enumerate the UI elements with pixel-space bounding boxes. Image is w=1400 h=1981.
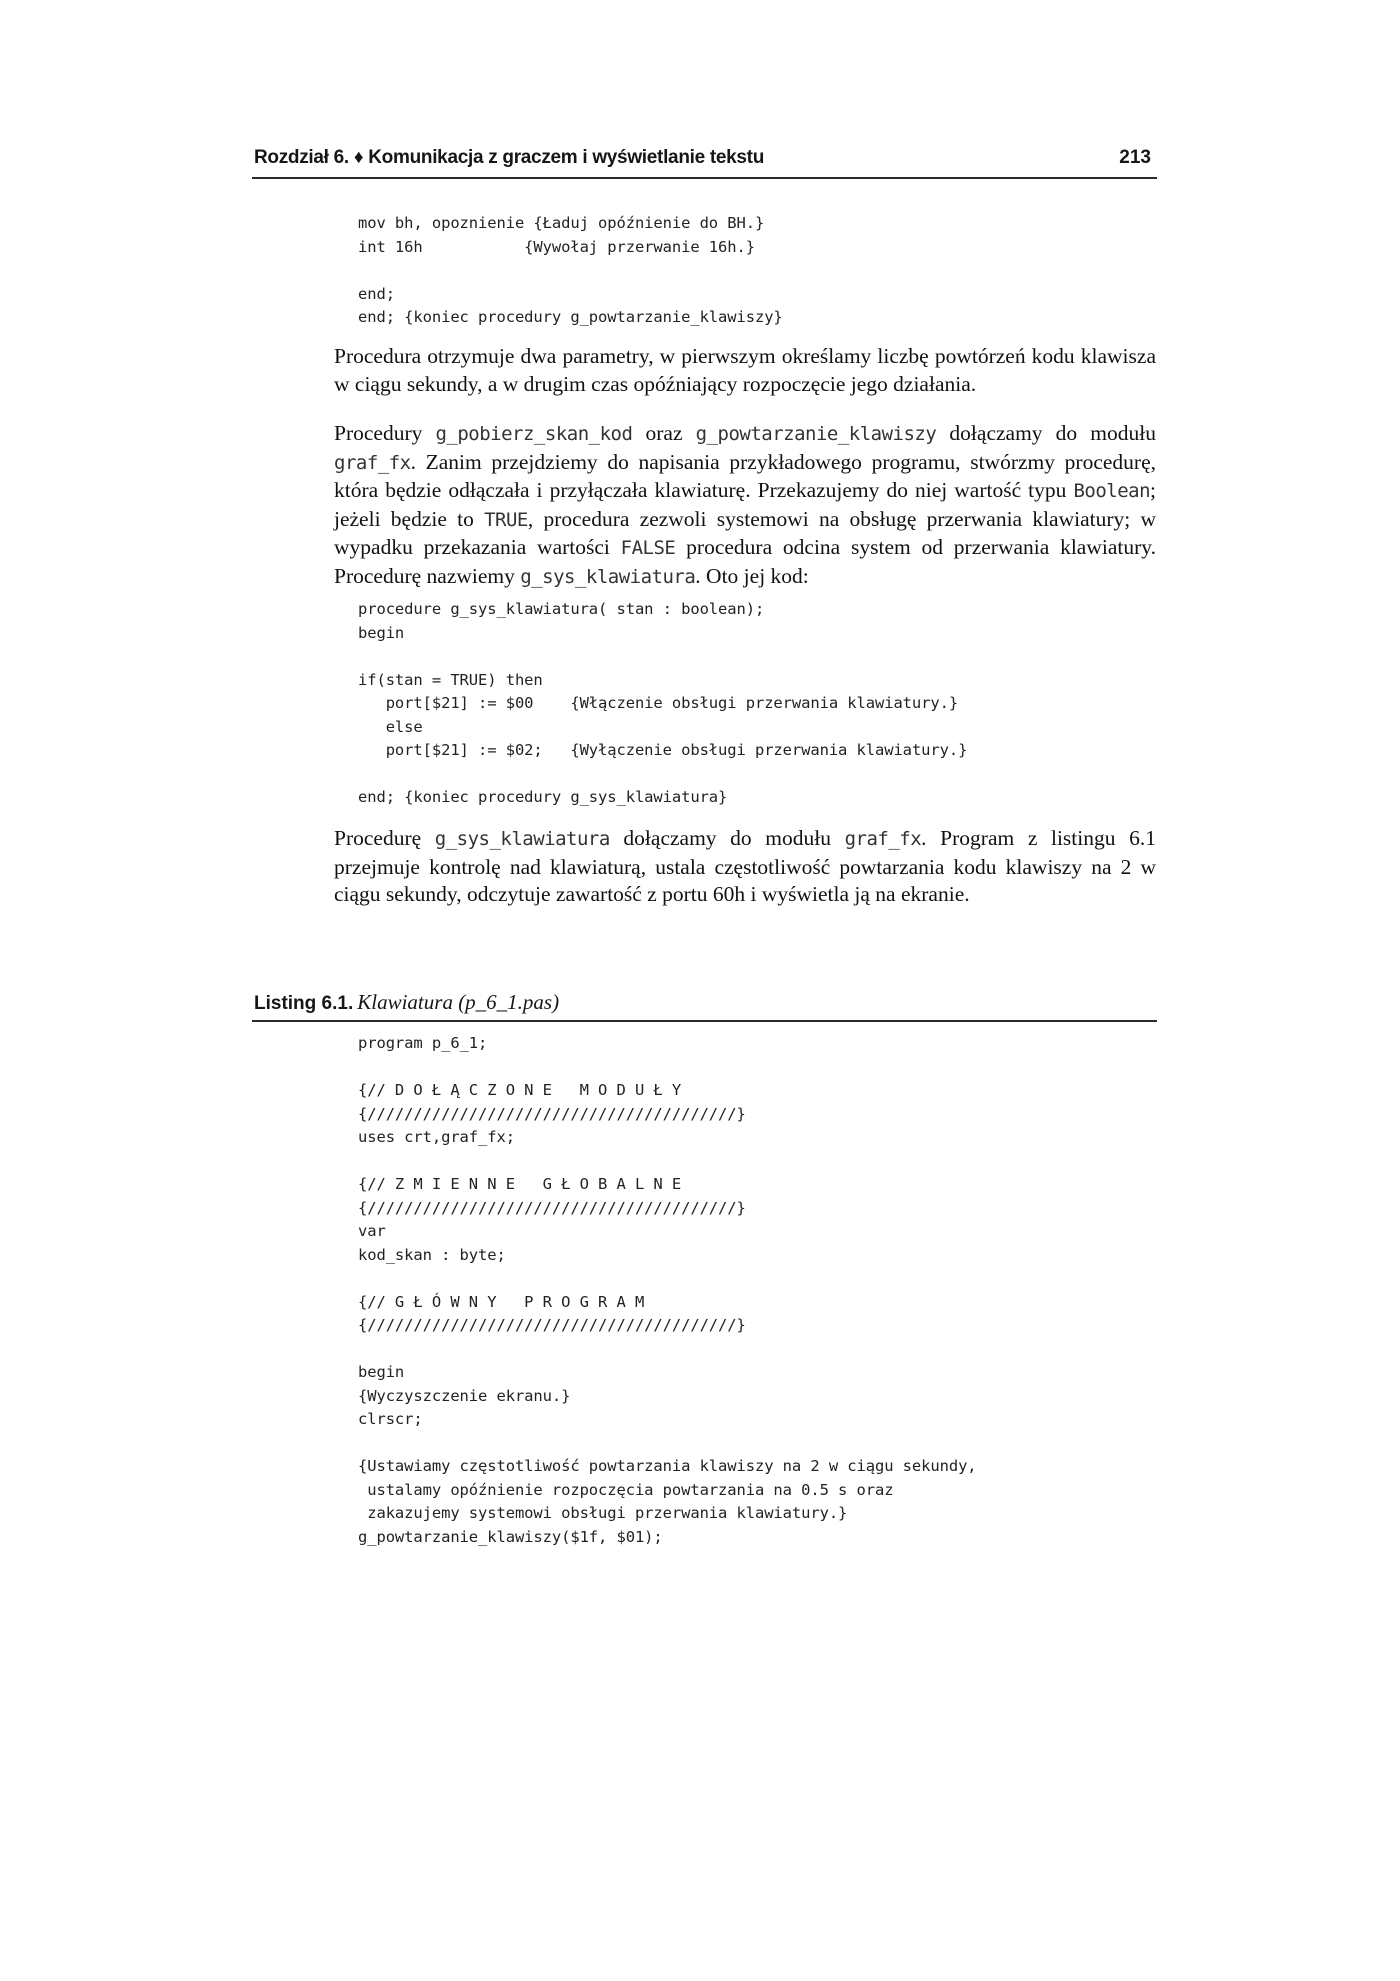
code-line: var (358, 1222, 386, 1240)
inline-code: graf_fx (844, 828, 922, 850)
code-line: {////////////////////////////////////////} (358, 1198, 746, 1217)
text-run: . Program z listingu 6.1 przejmuje kontrolę nad klawiaturą, ustala częstotliwość powtarzania kodu klawiszy na 2 w ciągu sekundy, odczytuje zawartość z portu 60h i wyświetla ją na ekranie. (334, 826, 1156, 906)
code-line: {Ustawiamy częstotliwość powtarzania klawiszy na 2 w ciągu sekundy, (358, 1457, 977, 1475)
text-run: oraz (632, 421, 696, 445)
code-line: {Wyczyszczenie ekranu.} (358, 1386, 571, 1405)
listing-header (252, 990, 1157, 1022)
code-line: int 16h {Wywołaj przerwanie 16h.} (358, 237, 755, 256)
text-run: dołączamy do modułu (609, 826, 845, 850)
text-run: Procedurę (334, 826, 435, 850)
code-line: port[$21] := $02; {Wyłączenie obsługi przerwania klawiatury.} (358, 741, 968, 759)
text-run: procedura odcina system od przerwania klawiatury. Procedurę nazwiemy (334, 535, 1157, 588)
code-line: {// D O Ł Ą C Z O N E M O D U Ł Y (358, 1081, 682, 1099)
inline-code: g_sys_klawiatura (520, 565, 696, 588)
inline-code: g_pobierz_skan_kod (435, 423, 633, 445)
text-run: , procedura zezwoli systemowi na obsługę przerwania klawiatury; w wypadku przekazania wartości (334, 506, 1157, 559)
text-run: . Zanim przejdziemy do napisania przykładowego programu, stwórzmy procedurę, która będzie odłączała i przyłączała klawiaturę. Przekazujemy do niej wartość typu (334, 449, 1156, 502)
code-block-listing (358, 1032, 977, 1549)
inline-code: FALSE (620, 537, 676, 559)
text-run: . Oto jej kod: (695, 563, 809, 588)
code-line: port[$21] := $00 {Włączenie obsługi przerwania klawiatury.} (358, 694, 959, 712)
code-block-procedure (358, 598, 967, 810)
code-line: end; (358, 284, 395, 303)
code-block-top (358, 212, 783, 330)
code-line: end; {koniec procedury g_sys_klawiatura} (358, 788, 728, 806)
code-line: uses crt,graf_fx; (358, 1128, 515, 1146)
inline-code: Boolean (1073, 480, 1151, 502)
inline-code: g_sys_klawiatura (434, 828, 610, 850)
code-line: zakazujemy systemowi obsługi przerwania klawiatury.} (358, 1504, 848, 1522)
code-line: else (358, 717, 423, 736)
code-line: if(stan = TRUE) then (358, 670, 543, 689)
code-line: kod_skan : byte; (358, 1245, 506, 1264)
code-line: {////////////////////////////////////////} (358, 1104, 746, 1123)
code-line: clrscr; (358, 1410, 423, 1428)
text-run: Procedury (334, 421, 436, 445)
listing-label: Listing 6.1. (254, 993, 354, 1014)
code-line: begin (358, 1363, 405, 1381)
page-number: 213 (1119, 147, 1151, 168)
inline-code: TRUE (484, 508, 528, 531)
text-run: ; jeżeli będzie to (334, 478, 1156, 531)
inline-code: g_powtarzanie_klawiszy (695, 423, 937, 445)
code-line: program p_6_1; (358, 1034, 488, 1052)
inline-code: graf_fx (334, 451, 411, 474)
code-line: end; {koniec procedury g_powtarzanie_klawiszy} (358, 308, 783, 326)
paragraph-parameters: Procedura otrzymuje dwa parametry, w pierwszym określamy liczbę powtórzeń kodu klawisza w ciągu sekundy, a w drugim czas opóźniający rozpoczęcie jego działania. (334, 344, 1156, 396)
listing-caption: Klawiatura (p_6_1.pas) (357, 990, 560, 1014)
code-line: procedure g_sys_klawiatura( stan : boolean); (358, 600, 765, 618)
paragraph-program-description (334, 825, 1156, 909)
paragraph-procedures (334, 420, 1156, 591)
code-line: {// G Ł Ó W N Y P R O G R A M (358, 1292, 645, 1311)
code-line: {////////////////////////////////////////} (358, 1316, 746, 1334)
diamond-icon: ♦ (353, 147, 364, 168)
code-line: {// Z M I E N N E G Ł O B A L N E (358, 1175, 682, 1193)
code-line: ustalamy opóźnienie rozpoczęcia powtarzania na 0.5 s oraz (358, 1480, 894, 1499)
code-line: mov bh, opoznienie {Ładuj opóźnienie do BH.} (358, 214, 765, 232)
code-line: begin (358, 623, 405, 642)
chapter-number: Rozdział 6. (254, 147, 349, 168)
code-line: g_powtarzanie_klawiszy($1f, $01); (358, 1527, 663, 1546)
chapter-name: Komunikacja z graczem i wyświetlanie tekstu (368, 147, 765, 168)
text-run: dołączamy do modułu (936, 421, 1156, 445)
running-header (252, 143, 1157, 179)
chapter-title (254, 147, 764, 169)
